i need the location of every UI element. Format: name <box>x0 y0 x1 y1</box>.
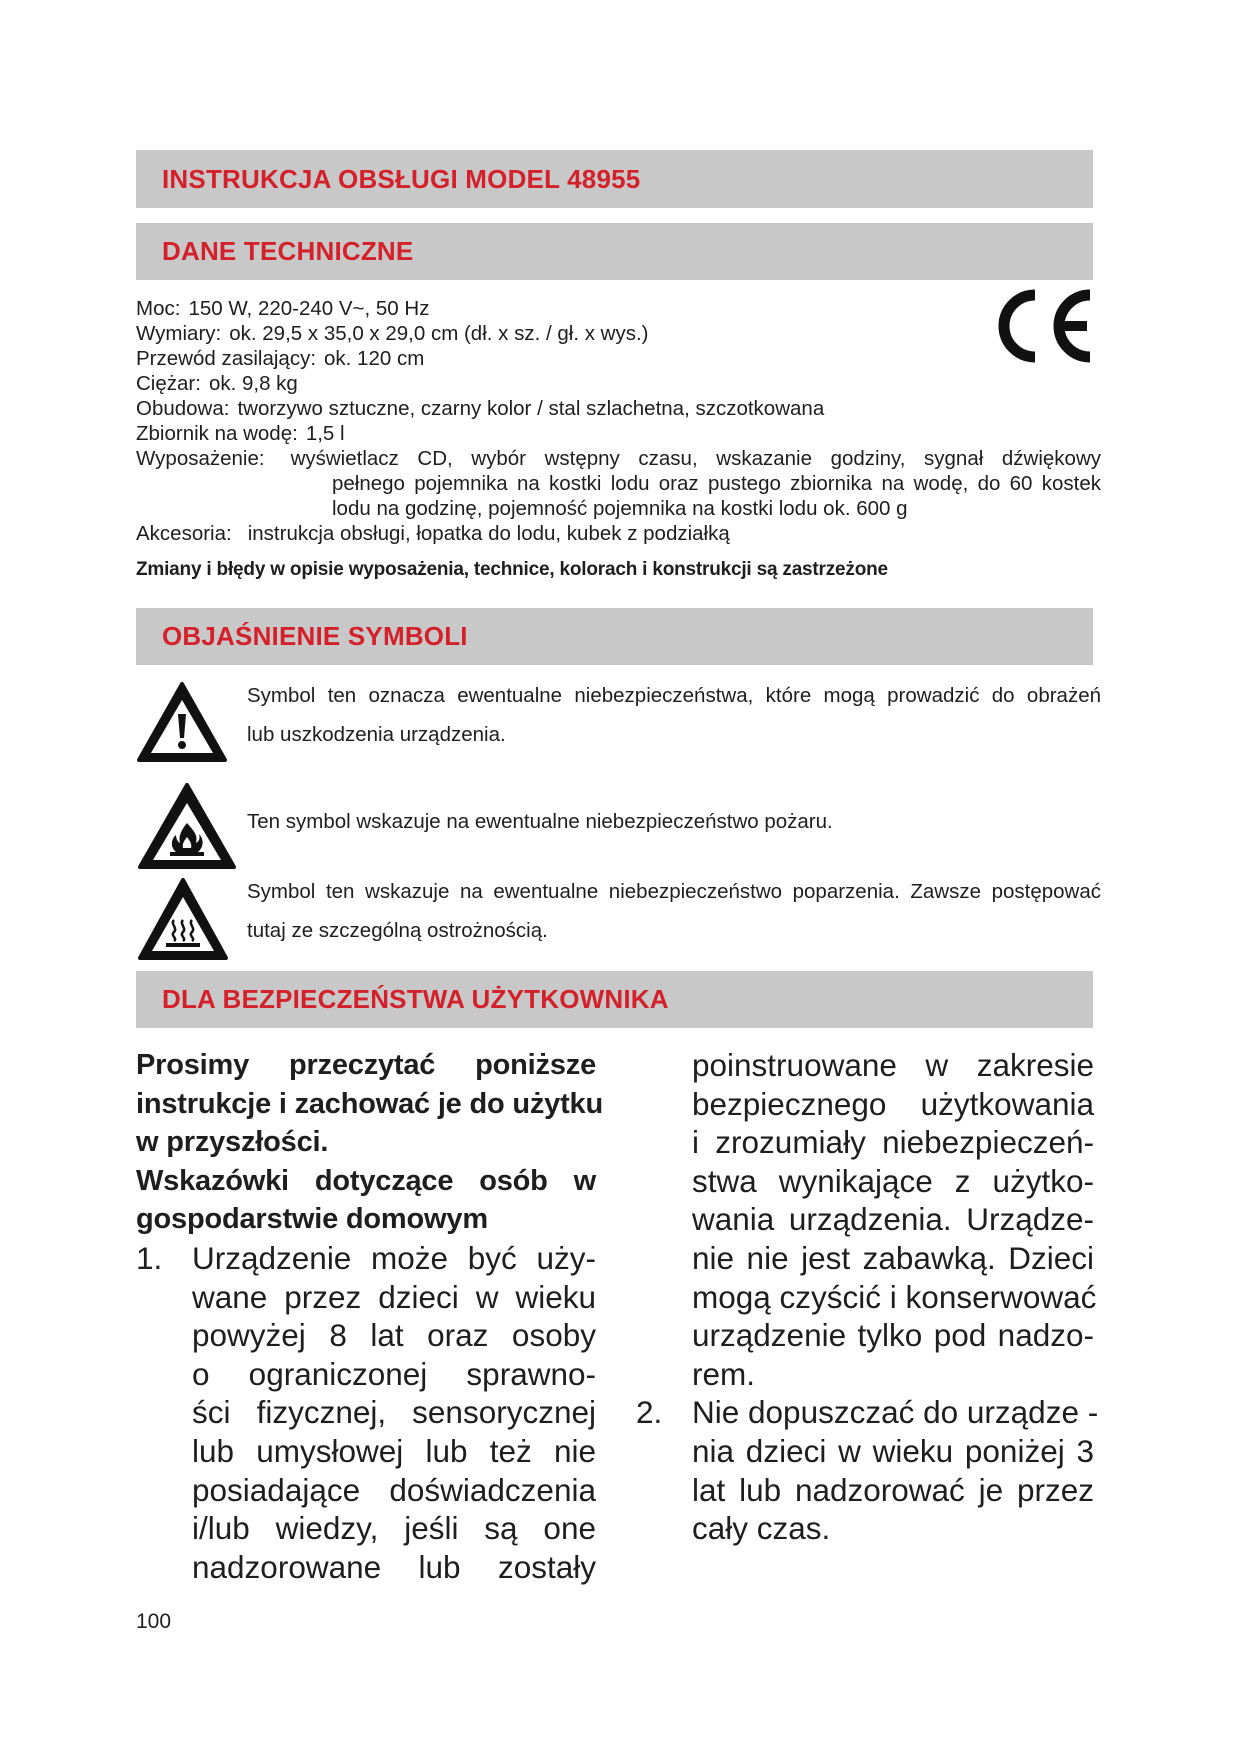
symbol-text-hot-line1: Symbol ten wskazuje na ewentualne niebezpieczeństwo poparzenia. Zawsze postępować <box>247 880 1101 903</box>
spec-equipment-line2: pełnego pojemnika na kostki lodu oraz pustego zbiornika na wodę, do 60 kostek <box>332 472 1101 495</box>
section-bar-tech <box>136 223 1093 280</box>
tech-specs <box>136 296 1101 546</box>
spec-dimensions: Wymiary: ok. 29,5 x 35,0 x 29,0 cm (dł. x sz. / gł. x wys.) <box>136 322 649 345</box>
document-title: INSTRUKCJA OBSŁUGI MODEL 48955 <box>162 163 641 194</box>
safety-column-right <box>636 1046 1099 1548</box>
safety-item-2: 2. Nie dopuszczać do urządze - nia dzieci w wieku poniżej 3 lat lub nadzorować je przez cały czas. <box>636 1394 1099 1547</box>
symbol-text-warning-line2: lub uszkodzenia urządzenia. <box>247 723 506 746</box>
header-bar <box>136 150 1093 208</box>
section-heading-safety: DLA BEZPIECZEŃSTWA UŻYTKOWNIKA <box>162 984 669 1014</box>
symbol-text-hot-line2: tutaj ze szczególną ostrożnością. <box>247 919 548 942</box>
hot-surface-icon <box>136 876 230 962</box>
spec-weight: Ciężar: ok. 9,8 kg <box>136 372 298 395</box>
item-number: 1. <box>136 1239 163 1276</box>
section-bar-safety <box>136 971 1093 1028</box>
section-heading-tech: DANE TECHNICZNE <box>162 236 414 266</box>
safety-intro: Prosimy przeczytać poniższe instrukcje i zachować je do użytku w przyszłości. <box>136 1049 603 1159</box>
section-bar-symbols <box>136 608 1093 665</box>
spec-accessories: Akcesoria: instrukcja obsługi, łopatka do lodu, kubek z podziałką <box>136 522 730 545</box>
spec-cable: Przewód zasilający: ok. 120 cm <box>136 347 425 370</box>
safety-subheading: Wskazówki dotyczące osób w gospodarstwie domowym <box>136 1164 596 1236</box>
changes-notice: Zmiany i błędy w opisie wyposażenia, technice, kolorach i konstrukcji są zastrzeżone <box>136 559 888 580</box>
spec-power: Moc: 150 W, 220-240 V~, 50 Hz <box>136 297 430 320</box>
spec-water-tank: Zbiornik na wodę: 1,5 l <box>136 422 345 445</box>
symbol-text-fire: Ten symbol wskazuje na ewentualne niebezpieczeństwo pożaru. <box>247 810 833 833</box>
safety-item-1: 1. Urządzenie może być uży- wane przez dzieci w wieku powyżej 8 lat oraz osoby o ograniczonej sprawno- ści fizycznej, sensorycznej lub umysłowej lub też nie posiadające doświadczenia i/lub wiedzy, jeśli są one nadzorowane lub zostały <box>136 1239 596 1585</box>
section-heading-symbols: OBJAŚNIENIE SYMBOLI <box>162 621 468 651</box>
warning-exclamation-icon <box>136 680 228 764</box>
spec-equipment: Wyposażenie: wyświetlacz CD, wybór wstępny czasu, wskazanie godziny, sygnał dźwiękowy <box>136 447 1101 470</box>
spec-equipment-line3: lodu na godzinę, pojemność pojemnika na kostki lodu ok. 600 g <box>332 497 908 520</box>
symbol-text-warning-line1: Symbol ten oznacza ewentualne niebezpieczeństwa, które mogą prowadzić do obrażeń <box>247 684 1101 707</box>
safety-item-1-continued: poinstruowane w zakresie bezpiecznego użytkowania i zrozumiały niebezpieczeń- stwa wynikające z użytko- wania urządzenia. Urządze- nie nie jest zabawką. Dzieci mogą czyścić i konserwować urządzenie tylko pod nadzo- rem. <box>692 1047 1097 1392</box>
spec-housing: Obudowa: tworzywo sztuczne, czarny kolor / stal szlachetna, szczotkowana <box>136 397 825 420</box>
item-number: 2. <box>636 1394 663 1431</box>
page-number: 100 <box>136 1610 172 1633</box>
safety-column-left <box>136 1046 603 1586</box>
fire-hazard-icon <box>136 781 238 871</box>
